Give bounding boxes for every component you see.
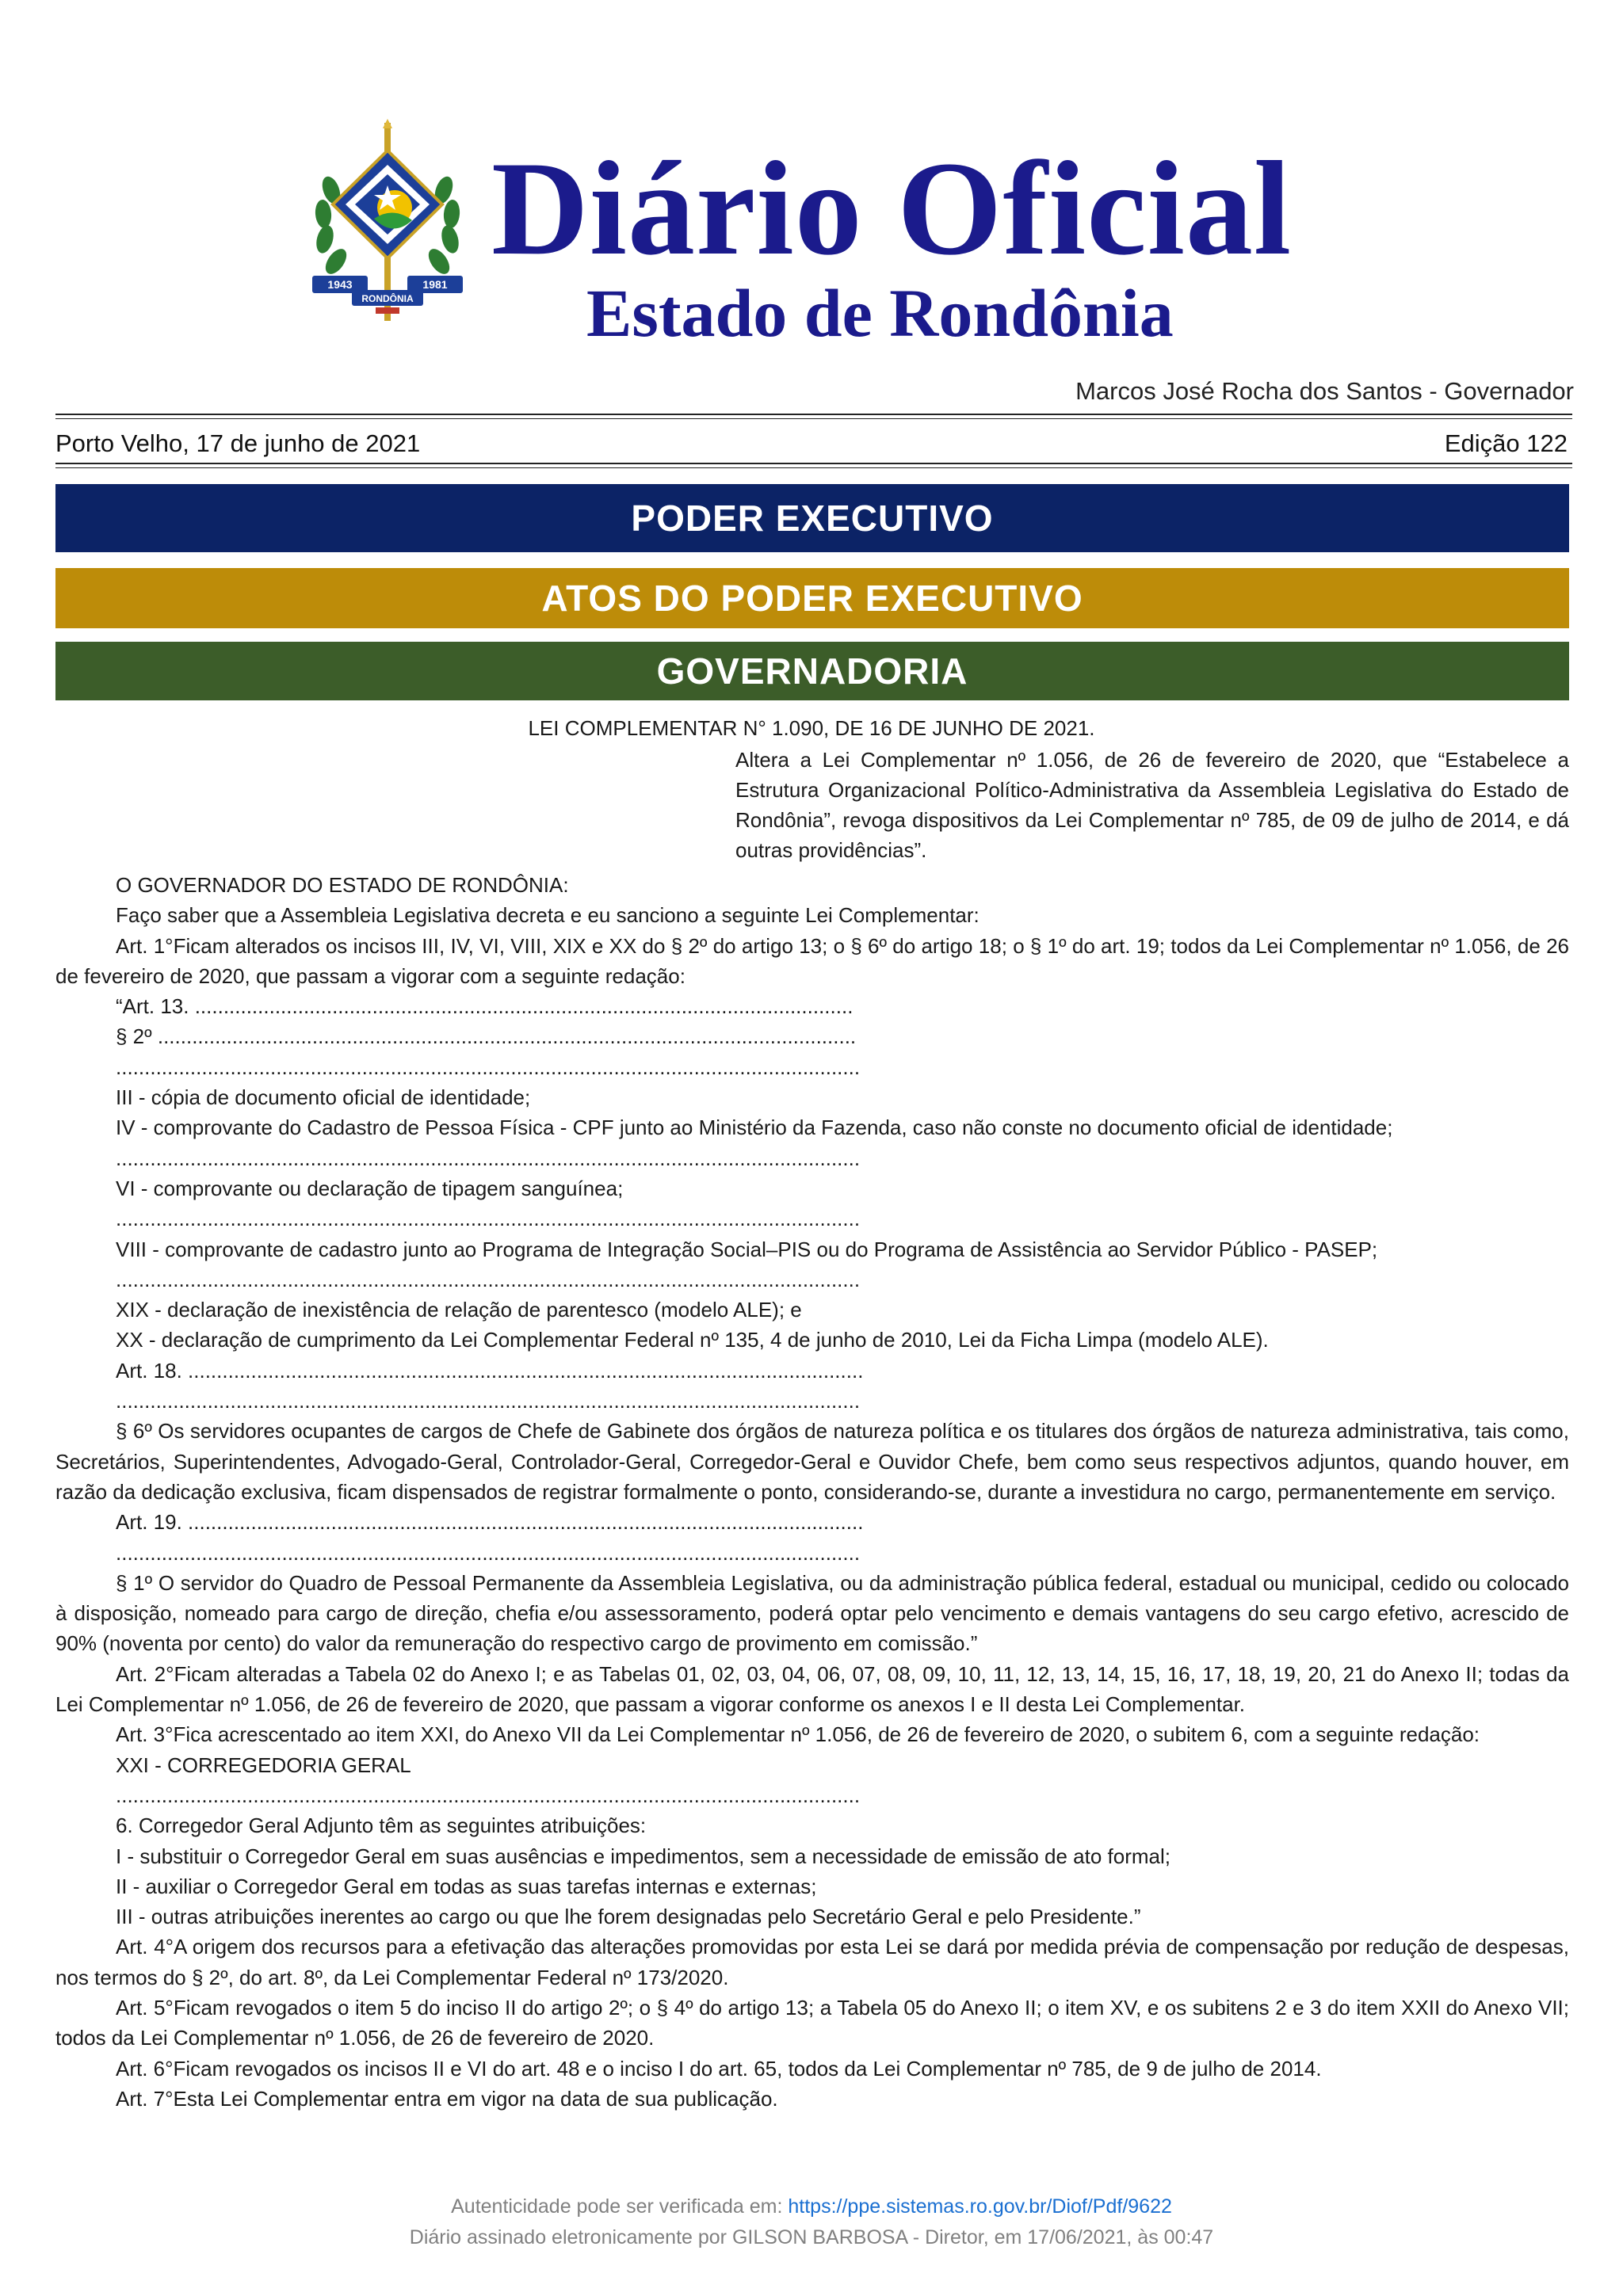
law-paragraph: Faço saber que a Assembleia Legislativa decreta e eu sanciono a seguinte Lei Complementar: — [116, 903, 980, 928]
law-ementa: Altera a Lei Complementar nº 1.056, de 26 de fevereiro de 2020, que “Estabelece a Estrutura Organizacional Político-Administrativa da Assembleia Legislativa do Estado de Rondônia”, revoga dispositivos da Lei Complementar nº 785, de 09 de julho de 2014, e dá outras providências”. — [735, 748, 1569, 862]
law-paragraph: § 1º O servidor do Quadro de Pessoal Permanente da Assembleia Legislativa, ou da administração pública federal, estadual ou municipal, cedido ou colocado à disposição, nomeado para cargo de direção, chefia e/ou assessoramento, poderá optar pelo vencimento e demais vantagens do seu cargo efetivo, acrescido de 90% (noventa por cento) do valor da remuneração do respectivo cargo de provimento em comissão.” — [55, 1570, 1569, 1656]
law-paragraph: VIII - comprovante de cadastro junto ao Programa de Integração Social–PIS ou do Programa de Assistência ao Servidor Público - PASEP; — [116, 1237, 1378, 1261]
law-paragraph: § 6º Os servidores ocupantes de cargos de Chefe de Gabinete dos órgãos de natureza política e os titulares dos órgãos de natureza administrativa, tais como, Secretários, Superintendentes, Advogado-Geral, Controlador-Geral, Corregedor-Geral e Ouvidor Chefe, bem como seus respectivos adjuntos, quando houver, em razão da dedicação exclusiva, ficam dispensados de registrar formalmente o ponto, considerando-se, durante a investidura no cargo, permanentemente em serviço. — [55, 1419, 1569, 1504]
law-dotted-line: Art. 19. ...................................................................................................................... — [116, 1510, 864, 1535]
authenticity-line — [0, 2191, 1623, 2222]
law-paragraph: Art. 5°Ficam revogados o item 5 do inciso II do artigo 2º; o § 4º do artigo 13; a Tabela 05 do Anexo II; o item XV, e os subitens 2 e 3 do item XXII do Anexo VII; todos da Lei Complementar nº 1.056, de 26 de fevereiro de 2020. — [55, 1995, 1569, 2050]
law-paragraph: I - substituir o Corregedor Geral em suas ausências e impedimentos, sem a necessidade de emissão de ato formal; — [116, 1844, 1170, 1868]
law-paragraph: O GOVERNADOR DO ESTADO DE RONDÔNIA: — [116, 873, 569, 897]
law-paragraph: XX - declaração de cumprimento da Lei Complementar Federal nº 135, 4 de junho de 2010, Lei da Ficha Limpa (modelo ALE). — [116, 1328, 1269, 1352]
law-paragraph: Art. 1°Ficam alterados os incisos III, IV, VI, VIII, XIX e XX do § 2º do artigo 13; o § 6º do artigo 18; o § 1º do art. 19; todos da Lei Complementar nº 1.056, de 26 de fevereiro de 2020, que passam a vigorar com a seguinte redação: — [55, 933, 1569, 988]
law-dotted-line: .................................................................................................................................. — [116, 1146, 861, 1170]
header-divider-top — [55, 414, 1572, 415]
law-body — [55, 870, 1569, 2114]
law-dotted-line: .................................................................................................................................. — [116, 1207, 861, 1231]
section-bar-poder-executivo: PODER EXECUTIVO — [55, 484, 1569, 552]
law-paragraph: IV - comprovante do Cadastro de Pessoa Física - CPF junto ao Ministério da Fazenda, caso não conste no documento oficial de identidade; — [116, 1116, 1393, 1140]
edition-number: Edição 122 — [1444, 429, 1568, 457]
law-title: LEI COMPLEMENTAR N° 1.090, DE 16 DE JUNHO DE 2021. — [528, 716, 1095, 740]
law-dotted-line: § 2º .......................................................................................................................... — [116, 1024, 857, 1049]
publication-date: Porto Velho, 17 de junho de 2021 — [55, 429, 421, 457]
law-paragraph: III - cópia de documento oficial de identidade; — [116, 1085, 531, 1110]
law-paragraph: XIX - declaração de inexistência de relação de parentesco (modelo ALE); e — [116, 1298, 802, 1322]
law-dotted-line: Art. 18. ...................................................................................................................... — [116, 1358, 864, 1383]
law-dotted-line: .................................................................................................................................. — [116, 1055, 861, 1079]
law-paragraph: VI - comprovante ou declaração de tipagem sanguínea; — [116, 1176, 624, 1200]
crest-year-right: 1981 — [422, 278, 448, 291]
header-divider-top-thin — [55, 418, 1572, 419]
law-paragraph: II - auxiliar o Corregedor Geral em todas as suas tarefas internas e externas; — [116, 1874, 817, 1898]
section-bar-atos: ATOS DO PODER EXECUTIVO — [55, 568, 1569, 628]
law-dotted-line: .................................................................................................................................. — [116, 1540, 861, 1565]
state-crest-icon — [307, 119, 468, 330]
law-dotted-line: “Art. 13. ................................................................................................................... — [116, 994, 854, 1019]
law-paragraph: XXI - CORREGEDORIA GERAL — [116, 1753, 411, 1777]
law-paragraph: Art. 4°A origem dos recursos para a efetivação das alterações promovidas por esta Lei se dará por medida prévia de compensação por redução de despesas, nos termos do § 2º, do art. 8º, da Lei Complementar Federal nº 173/2020. — [55, 1935, 1569, 1989]
law-dotted-line: .................................................................................................................................. — [116, 1389, 861, 1413]
law-dotted-line: .................................................................................................................................. — [116, 1783, 861, 1807]
crest-banner: RONDÔNIA — [361, 293, 414, 304]
law-paragraph: Art. 7°Esta Lei Complementar entra em vigor na data de sua publicação. — [116, 2086, 778, 2111]
authenticity-text: Autenticidade pode ser verificada em: — [451, 2195, 783, 2218]
law-paragraph: Art. 3°Fica acrescentado ao item XXI, do Anexo VII da Lei Complementar nº 1.056, de 26 de fevereiro de 2020, o subitem 6, com a seguinte redação: — [116, 1722, 1480, 1747]
header-divider-bottom-thin — [55, 467, 1572, 468]
newspaper-title: Diário Oficial — [491, 134, 1293, 283]
authenticity-link[interactable]: https://ppe.sistemas.ro.gov.br/Diof/Pdf/9622 — [788, 2195, 1172, 2218]
governor-name: Marcos José Rocha dos Santos - Governador — [1075, 377, 1574, 405]
footer — [0, 2191, 1623, 2253]
newspaper-subtitle: Estado de Rondônia — [586, 275, 1174, 351]
section-bar-governadoria: GOVERNADORIA — [55, 642, 1569, 700]
law-paragraph: III - outras atribuições inerentes ao cargo ou que lhe forem designadas pelo Secretário Geral e pelo Presidente.” — [116, 1905, 1141, 1929]
law-paragraph: Art. 6°Ficam revogados os incisos II e VI do art. 48 e o inciso I do art. 65, todos da Lei Complementar nº 785, de 9 de julho de 2014. — [116, 2056, 1322, 2081]
law-paragraph: Art. 2°Ficam alteradas a Tabela 02 do Anexo I; e as Tabelas 01, 02, 03, 04, 06, 07, 08, 09, 10, 11, 12, 13, 14, 15, 16, 17, 18, 19, 20, 21 do Anexo II; todas da Lei Complementar nº 1.056, de 26 de fevereiro de 2020, que passam a vigorar conforme os anexos I e II desta Lei Complementar. — [55, 1661, 1569, 1717]
law-dotted-line: .................................................................................................................................. — [116, 1267, 861, 1291]
crest-year-left: 1943 — [327, 278, 353, 291]
signature-line: Diário assinado eletronicamente por GILSON BARBOSA - Diretor, em 17/06/2021, às 00:47 — [409, 2226, 1214, 2248]
law-paragraph: 6. Corregedor Geral Adjunto têm as seguintes atribuições: — [116, 1814, 647, 1838]
header-divider-bottom — [55, 463, 1572, 464]
